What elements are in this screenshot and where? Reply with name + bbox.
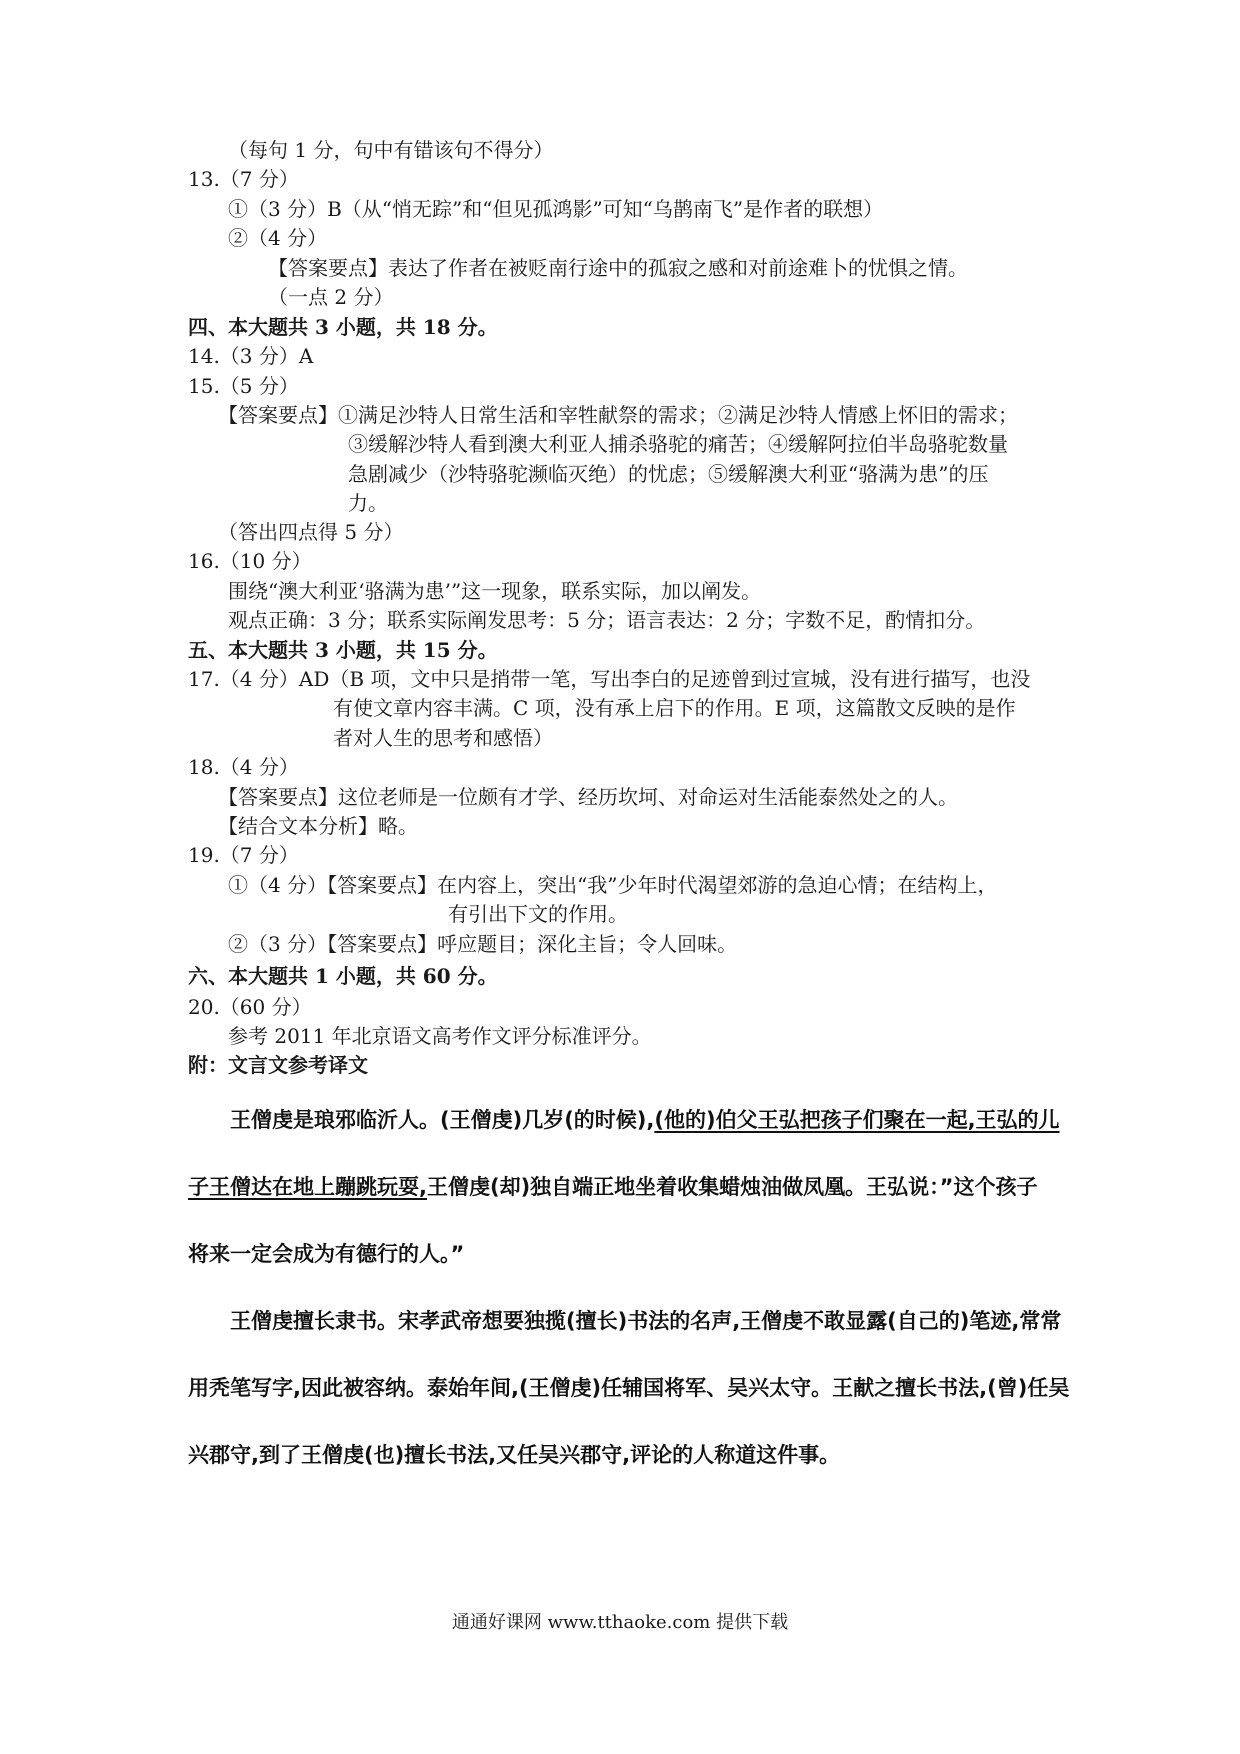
answer-15-scoring: （答出四点得 5 分） (218, 520, 404, 544)
translation-text: 王僧虔(却)独自端正地坐着收集蜡烛油做凤凰。王弘说：”这个孩子 (426, 1175, 1038, 1199)
answer-15-line-1: 【答案要点】①满足沙特人日常生活和宰牲献祭的需求；②满足沙特人情感上怀旧的需求； (218, 403, 1018, 427)
appendix-heading: 附：文言文参考译文 (188, 1053, 368, 1077)
translation-paragraph-2-line-2: 用秃笔写字,因此被容纳。泰始年间,(王僧虔)任辅国将军、吴兴太守。王献之擅长书法,(曾)任吴 (188, 1376, 1070, 1400)
scoring-note: （每句 1 分，句中有错该句不得分） (228, 138, 554, 162)
answer-14: 14.（3 分）A (188, 344, 314, 368)
section-5-heading: 五、本大题共 3 小题，共 15 分。 (188, 638, 498, 662)
answer-19-1-line-1: ①（4 分）【答案要点】在内容上，突出“我”少年时代渴望郊游的急迫心情；在结构上， (228, 873, 998, 897)
section-4-heading: 四、本大题共 3 小题，共 18 分。 (188, 315, 498, 339)
answer-19-2: ②（3 分）【答案要点】呼应题目；深化主旨；令人回味。 (228, 932, 738, 956)
answer-20: 参考 2011 年北京语文高考作文评分标准评分。 (228, 1024, 652, 1048)
question-18-heading: 18.（4 分） (188, 755, 299, 779)
answer-15-line-4: 力。 (348, 491, 388, 515)
answer-13-1: ①（3 分）B（从“悄无踪”和“但见孤鸿影”可知“乌鹊南飞”是作者的联想） (228, 197, 884, 221)
answer-18-points: 【答案要点】这位老师是一位颇有才学、经历坎坷、对命运对生活能泰然处之的人。 (218, 785, 958, 809)
answer-17-line-3: 者对人生的思考和感悟） (333, 726, 553, 750)
question-13-heading: 13.（7 分） (188, 167, 299, 191)
section-6-heading: 六、本大题共 1 小题，共 60 分。 (188, 964, 498, 988)
answer-17-line-2: 有使文章内容丰满。C 项，没有承上启下的作用。E 项，这篇散文反映的是作 (333, 696, 1016, 720)
answer-13-2-scoring: （一点 2 分） (268, 285, 394, 309)
answer-13-2-points: 【答案要点】表达了作者在被贬南行途中的孤寂之感和对前途难卜的忧惧之情。 (268, 256, 968, 280)
answer-19-1-line-2: 有引出下文的作用。 (448, 902, 628, 926)
question-16-heading: 16.（10 分） (188, 549, 312, 573)
translation-underlined-text: (他的)伯父王弘把孩子们聚在一起,王弘的儿 (654, 1108, 1060, 1132)
answer-17-line-1: 17.（4 分）AD（B 项，文中只是捎带一笔，写出李白的足迹曾到过宣城，没有进行描写，也没 (188, 667, 1031, 691)
translation-paragraph-2-line-1: 王僧虔擅长隶书。宋孝武帝想要独揽(擅长)书法的名声,王僧虔不敢显露(自己的)笔迹,常常 (230, 1309, 1062, 1333)
answer-15-line-2: ③缓解沙特人看到澳大利亚人捕杀骆驼的痛苦；④缓解阿拉伯半岛骆驼数量 (348, 432, 1008, 456)
translation-underlined-text: 子王僧达在地上蹦跳玩耍, (188, 1175, 427, 1199)
translation-text: 王僧虔是琅邪临沂人。(王僧虔)几岁(的时候), (230, 1108, 655, 1132)
translation-paragraph-2-line-3: 兴郡守,到了王僧虔(也)擅长书法,又任吴兴郡守,评论的人称道这件事。 (188, 1443, 841, 1467)
page-footer: 通通好课网 www.tthaoke.com 提供下载 (451, 1612, 789, 1633)
answer-16-topic: 围绕“澳大利亚‘骆满为患’”这一现象，联系实际，加以阐发。 (228, 579, 762, 603)
translation-paragraph-1-line-1 (188, 1105, 1078, 1135)
translation-paragraph-1-line-3: 将来一定会成为有德行的人。” (188, 1242, 465, 1266)
answer-15-line-3: 急剧减少（沙特骆驼濒临灭绝）的忧虑；⑤缓解澳大利亚“骆满为患”的压 (348, 462, 989, 486)
question-15-heading: 15.（5 分） (188, 374, 299, 398)
question-19-heading: 19.（7 分） (188, 843, 299, 867)
answer-13-2-heading: ②（4 分） (228, 226, 328, 250)
answer-18-analysis: 【结合文本分析】略。 (218, 814, 418, 838)
question-20-heading: 20.（60 分） (188, 995, 312, 1019)
translation-paragraph-1-line-2 (188, 1172, 1078, 1202)
answer-16-scoring: 观点正确：3 分；联系实际阐发思考：5 分；语言表达：2 分；字数不足，酌情扣分。 (228, 608, 986, 632)
